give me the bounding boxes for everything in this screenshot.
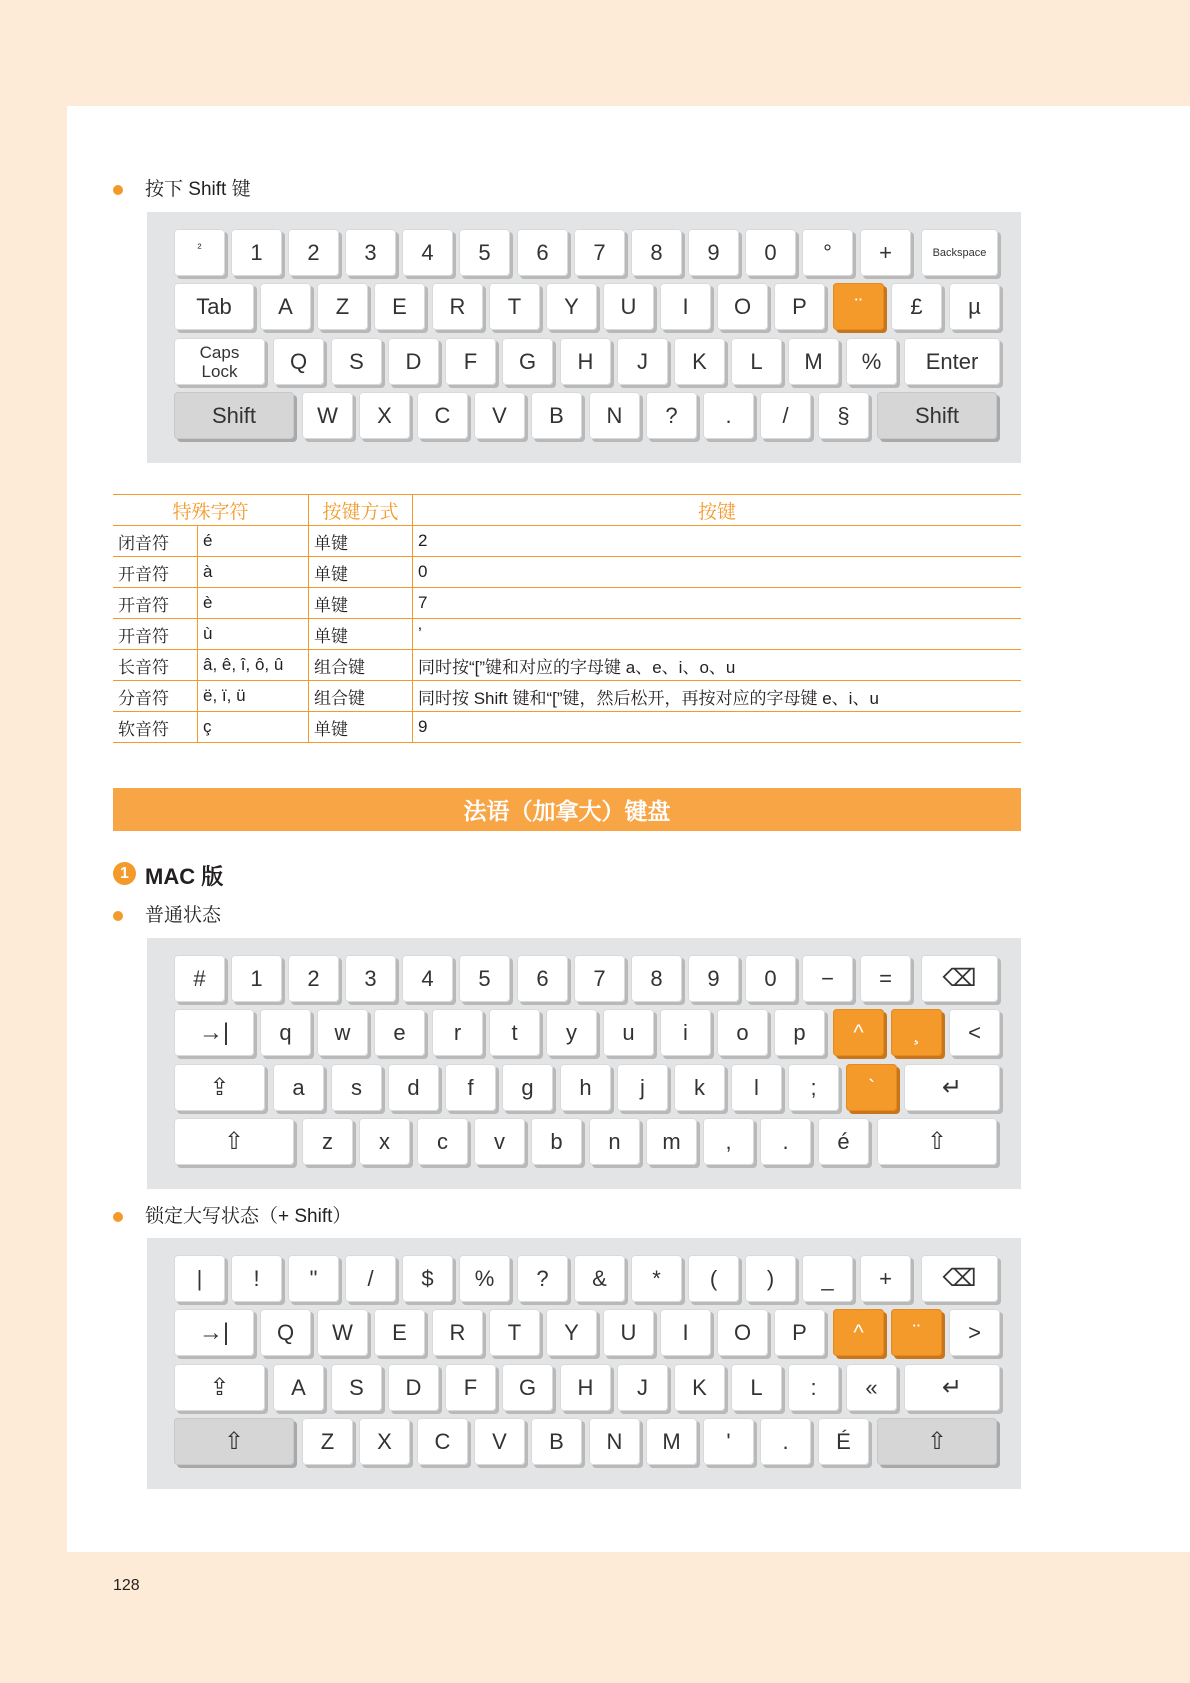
key-ampersand[interactable]: &: [574, 1255, 625, 1302]
keyboard-shift: [147, 212, 1021, 463]
table-cell: ç: [198, 712, 309, 743]
key-shift-icon[interactable]: ⇧: [174, 1418, 294, 1465]
key-1[interactable]: 1: [231, 229, 282, 276]
key-comma[interactable]: ,: [703, 1118, 754, 1165]
key-7[interactable]: 7: [574, 955, 625, 1002]
table-cell: 9: [413, 712, 1022, 743]
key-shift[interactable]: Shift: [877, 392, 997, 439]
key-k[interactable]: k: [674, 1064, 725, 1111]
table-cell: 2: [413, 526, 1022, 557]
key-percent[interactable]: %: [846, 338, 897, 385]
table-cell: 同时按“[”键和对应的字母键 a、e、i、o、u: [413, 650, 1022, 681]
key-p[interactable]: p: [774, 1009, 825, 1056]
table-cell: 单键: [309, 712, 413, 743]
table-cell: 单键: [309, 526, 413, 557]
key-h[interactable]: h: [560, 1064, 611, 1111]
section-number-badge: 1: [113, 862, 136, 885]
key-plus[interactable]: +: [860, 229, 911, 276]
key-colon[interactable]: :: [788, 1364, 839, 1411]
table-cell: ’: [413, 619, 1022, 650]
key-tab-icon[interactable]: →|: [174, 1309, 254, 1356]
key-h[interactable]: H: [560, 1364, 611, 1411]
key-j[interactable]: J: [617, 338, 668, 385]
key-h[interactable]: H: [560, 338, 611, 385]
key-double-quote[interactable]: ": [288, 1255, 339, 1302]
key-2[interactable]: 2: [288, 955, 339, 1002]
key-enter[interactable]: Enter: [904, 338, 1000, 385]
table-cell: à: [198, 557, 309, 588]
table-row: [113, 650, 1021, 681]
key-3[interactable]: 3: [345, 229, 396, 276]
key-g[interactable]: G: [502, 338, 553, 385]
key-underscore[interactable]: _: [802, 1255, 853, 1302]
key-apostrophe[interactable]: ': [703, 1418, 754, 1465]
key-shift[interactable]: Shift: [174, 392, 294, 439]
key-s[interactable]: S: [331, 1364, 382, 1411]
key-8[interactable]: 8: [631, 955, 682, 1002]
key-o[interactable]: o: [717, 1009, 768, 1056]
key-8[interactable]: 8: [631, 229, 682, 276]
mac-version-title: MAC 版: [145, 864, 224, 889]
key-c[interactable]: c: [417, 1118, 468, 1165]
bullet-dot: [113, 1212, 123, 1222]
key-4[interactable]: 4: [402, 955, 453, 1002]
key-g[interactable]: G: [502, 1364, 553, 1411]
table-cell: 单键: [309, 588, 413, 619]
table-row: [113, 681, 1021, 712]
table-header-row: [113, 495, 1021, 526]
key-cedilla[interactable]: ¸: [891, 1009, 942, 1056]
table-cell: 开音符: [113, 619, 198, 650]
table-cell: 软音符: [113, 712, 198, 743]
key-equals[interactable]: =: [860, 955, 911, 1002]
key-pound[interactable]: £: [891, 283, 942, 330]
key-d[interactable]: d: [388, 1064, 439, 1111]
key-e-acute-upper[interactable]: É: [818, 1418, 869, 1465]
table-cell: 7: [413, 588, 1022, 619]
key-c[interactable]: C: [417, 1418, 468, 1465]
key-f[interactable]: f: [445, 1064, 496, 1111]
key-6[interactable]: 6: [517, 229, 568, 276]
table-row: [113, 526, 1021, 557]
key-a[interactable]: A: [273, 1364, 324, 1411]
key-5[interactable]: 5: [459, 955, 510, 1002]
key-degree[interactable]: °: [802, 229, 853, 276]
key-x[interactable]: x: [359, 1118, 410, 1165]
key-s[interactable]: S: [331, 338, 382, 385]
key-caps-lock-icon[interactable]: ⇪: [174, 1364, 265, 1411]
key-e[interactable]: e: [374, 1009, 425, 1056]
key-shift-icon[interactable]: ⇧: [877, 1418, 997, 1465]
key-diaeresis[interactable]: ¨: [891, 1309, 942, 1356]
table-cell: é: [198, 526, 309, 557]
key-slash[interactable]: /: [345, 1255, 396, 1302]
key-y[interactable]: Y: [546, 1309, 597, 1356]
table-cell: 开音符: [113, 557, 198, 588]
key-caps-lock-icon[interactable]: ⇪: [174, 1064, 265, 1111]
key-v[interactable]: v: [474, 1118, 525, 1165]
key-r[interactable]: R: [432, 283, 483, 330]
key-minus[interactable]: −: [802, 955, 853, 1002]
keyboard-caps: [147, 1238, 1021, 1489]
table-row: [113, 557, 1021, 588]
table-cell: ë, ï, ü: [198, 681, 309, 712]
table-cell: â, ê, î, ô, û: [198, 650, 309, 681]
key-p[interactable]: P: [774, 1309, 825, 1356]
key-shift-icon[interactable]: ⇧: [174, 1118, 294, 1165]
table-cell: 同时按 Shift 键和“[”键，然后松开，再按对应的字母键 e、i、u: [413, 681, 1022, 712]
key-b[interactable]: B: [531, 392, 582, 439]
key-pipe[interactable]: |: [174, 1255, 225, 1302]
key-less-than[interactable]: <: [949, 1009, 1000, 1056]
key-x[interactable]: X: [359, 1418, 410, 1465]
key-question[interactable]: ?: [646, 392, 697, 439]
key-grave[interactable]: `: [846, 1064, 897, 1111]
key-period[interactable]: .: [760, 1118, 811, 1165]
key-superscript-2[interactable]: ²: [174, 229, 225, 276]
key-u[interactable]: u: [603, 1009, 654, 1056]
key-l[interactable]: L: [731, 338, 782, 385]
key-f[interactable]: F: [445, 1364, 496, 1411]
key-b[interactable]: B: [531, 1418, 582, 1465]
key-v[interactable]: V: [474, 392, 525, 439]
key-z[interactable]: z: [302, 1118, 353, 1165]
table-cell: 开音符: [113, 588, 198, 619]
key-l[interactable]: l: [731, 1064, 782, 1111]
key-asterisk[interactable]: *: [631, 1255, 682, 1302]
key-k[interactable]: K: [674, 1364, 725, 1411]
key-hash[interactable]: #: [174, 955, 225, 1002]
key-question[interactable]: ?: [517, 1255, 568, 1302]
key-circumflex[interactable]: ^: [833, 1309, 884, 1356]
key-9[interactable]: 9: [688, 955, 739, 1002]
key-j[interactable]: j: [617, 1064, 668, 1111]
key-y[interactable]: y: [546, 1009, 597, 1056]
table-cell: 闭音符: [113, 526, 198, 557]
key-slash[interactable]: /: [760, 392, 811, 439]
key-enter-icon[interactable]: ↵: [904, 1364, 1000, 1411]
key-caps-lock[interactable]: Caps Lock: [174, 338, 265, 385]
caps-state-label: 锁定大写状态（+ Shift）: [145, 1206, 352, 1227]
table-row: [113, 619, 1021, 650]
bullet-dot: [113, 185, 123, 195]
key-p[interactable]: P: [774, 283, 825, 330]
key-i[interactable]: I: [660, 1309, 711, 1356]
keyboard-normal: [147, 938, 1021, 1189]
key-c[interactable]: C: [417, 392, 468, 439]
key-o[interactable]: O: [717, 1309, 768, 1356]
key-o[interactable]: O: [717, 283, 768, 330]
key-e[interactable]: E: [374, 1309, 425, 1356]
key-r[interactable]: r: [432, 1009, 483, 1056]
key-u[interactable]: U: [603, 1309, 654, 1356]
key-greater-than[interactable]: >: [949, 1309, 1000, 1356]
bullet-dot: [113, 911, 123, 921]
key-e[interactable]: E: [374, 283, 425, 330]
key-d[interactable]: D: [388, 338, 439, 385]
key-t[interactable]: T: [489, 283, 540, 330]
key-m[interactable]: M: [788, 338, 839, 385]
key-section[interactable]: §: [818, 392, 869, 439]
key-0[interactable]: 0: [745, 229, 796, 276]
key-f[interactable]: F: [445, 338, 496, 385]
key-z[interactable]: Z: [317, 283, 368, 330]
key-backspace-icon[interactable]: ⌫: [921, 955, 998, 1002]
key-diaeresis[interactable]: ¨: [833, 283, 884, 330]
key-a[interactable]: A: [260, 283, 311, 330]
key-close-paren[interactable]: ): [745, 1255, 796, 1302]
table-cell: 长音符: [113, 650, 198, 681]
table-cell: è: [198, 588, 309, 619]
key-g[interactable]: g: [502, 1064, 553, 1111]
page-number: 128: [113, 1577, 140, 1594]
key-a[interactable]: a: [273, 1064, 324, 1111]
normal-state-label: 普通状态: [145, 905, 222, 926]
key-s[interactable]: s: [331, 1064, 382, 1111]
table-cell: 组合键: [309, 650, 413, 681]
key-2[interactable]: 2: [288, 229, 339, 276]
key-period[interactable]: .: [760, 1418, 811, 1465]
key-r[interactable]: R: [432, 1309, 483, 1356]
key-7[interactable]: 7: [574, 229, 625, 276]
key-t[interactable]: T: [489, 1309, 540, 1356]
key-l[interactable]: L: [731, 1364, 782, 1411]
key-tab[interactable]: Tab: [174, 283, 254, 330]
table-cell: 单键: [309, 619, 413, 650]
table-cell: 0: [413, 557, 1022, 588]
table-row: [113, 712, 1021, 743]
key-q[interactable]: Q: [260, 1309, 311, 1356]
table-cell: 组合键: [309, 681, 413, 712]
key-m[interactable]: M: [646, 1418, 697, 1465]
key-q[interactable]: Q: [273, 338, 324, 385]
key-t[interactable]: t: [489, 1009, 540, 1056]
key-i[interactable]: I: [660, 283, 711, 330]
key-0[interactable]: 0: [745, 955, 796, 1002]
key-semicolon[interactable]: ;: [788, 1064, 839, 1111]
key-n[interactable]: n: [589, 1118, 640, 1165]
key-dollar[interactable]: $: [402, 1255, 453, 1302]
key-percent[interactable]: %: [459, 1255, 510, 1302]
key-d[interactable]: D: [388, 1364, 439, 1411]
special-characters-table: [113, 494, 1021, 743]
table-cell: 分音符: [113, 681, 198, 712]
key-enter-icon[interactable]: ↵: [904, 1064, 1000, 1111]
key-b[interactable]: b: [531, 1118, 582, 1165]
key-shift-icon[interactable]: ⇧: [877, 1118, 997, 1165]
table-row: [113, 588, 1021, 619]
key-open-paren[interactable]: (: [688, 1255, 739, 1302]
key-q[interactable]: q: [260, 1009, 311, 1056]
key-period[interactable]: .: [703, 392, 754, 439]
key-z[interactable]: Z: [302, 1418, 353, 1465]
key-n[interactable]: N: [589, 392, 640, 439]
table-cell: ù: [198, 619, 309, 650]
key-j[interactable]: J: [617, 1364, 668, 1411]
key-i[interactable]: i: [660, 1009, 711, 1056]
table-cell: 单键: [309, 557, 413, 588]
key-plus[interactable]: +: [860, 1255, 911, 1302]
key-4[interactable]: 4: [402, 229, 453, 276]
key-backspace-icon[interactable]: ⌫: [921, 1255, 998, 1302]
shift-section-label: 按下 Shift 键: [145, 179, 251, 200]
key-w[interactable]: W: [317, 1309, 368, 1356]
table-header: 按键方式: [309, 495, 413, 526]
key-n[interactable]: N: [589, 1418, 640, 1465]
key-y[interactable]: Y: [546, 283, 597, 330]
table-header: 特殊字符: [113, 495, 309, 526]
key-e-acute[interactable]: é: [818, 1118, 869, 1165]
key-3[interactable]: 3: [345, 955, 396, 1002]
key-1[interactable]: 1: [231, 955, 282, 1002]
key-exclamation[interactable]: !: [231, 1255, 282, 1302]
key-5[interactable]: 5: [459, 229, 510, 276]
key-w[interactable]: w: [317, 1009, 368, 1056]
key-x[interactable]: X: [359, 392, 410, 439]
key-u[interactable]: U: [603, 283, 654, 330]
key-circumflex[interactable]: ^: [833, 1009, 884, 1056]
table-header: 按键: [413, 495, 1022, 526]
key-guillemet[interactable]: «: [846, 1364, 897, 1411]
section-title-bar: 法语（加拿大）键盘: [113, 788, 1021, 831]
key-v[interactable]: V: [474, 1418, 525, 1465]
key-6[interactable]: 6: [517, 955, 568, 1002]
key-9[interactable]: 9: [688, 229, 739, 276]
key-micro[interactable]: µ: [949, 283, 1000, 330]
key-m[interactable]: m: [646, 1118, 697, 1165]
key-tab-icon[interactable]: →|: [174, 1009, 254, 1056]
key-backspace[interactable]: Backspace: [921, 229, 998, 276]
key-k[interactable]: K: [674, 338, 725, 385]
key-w[interactable]: W: [302, 392, 353, 439]
